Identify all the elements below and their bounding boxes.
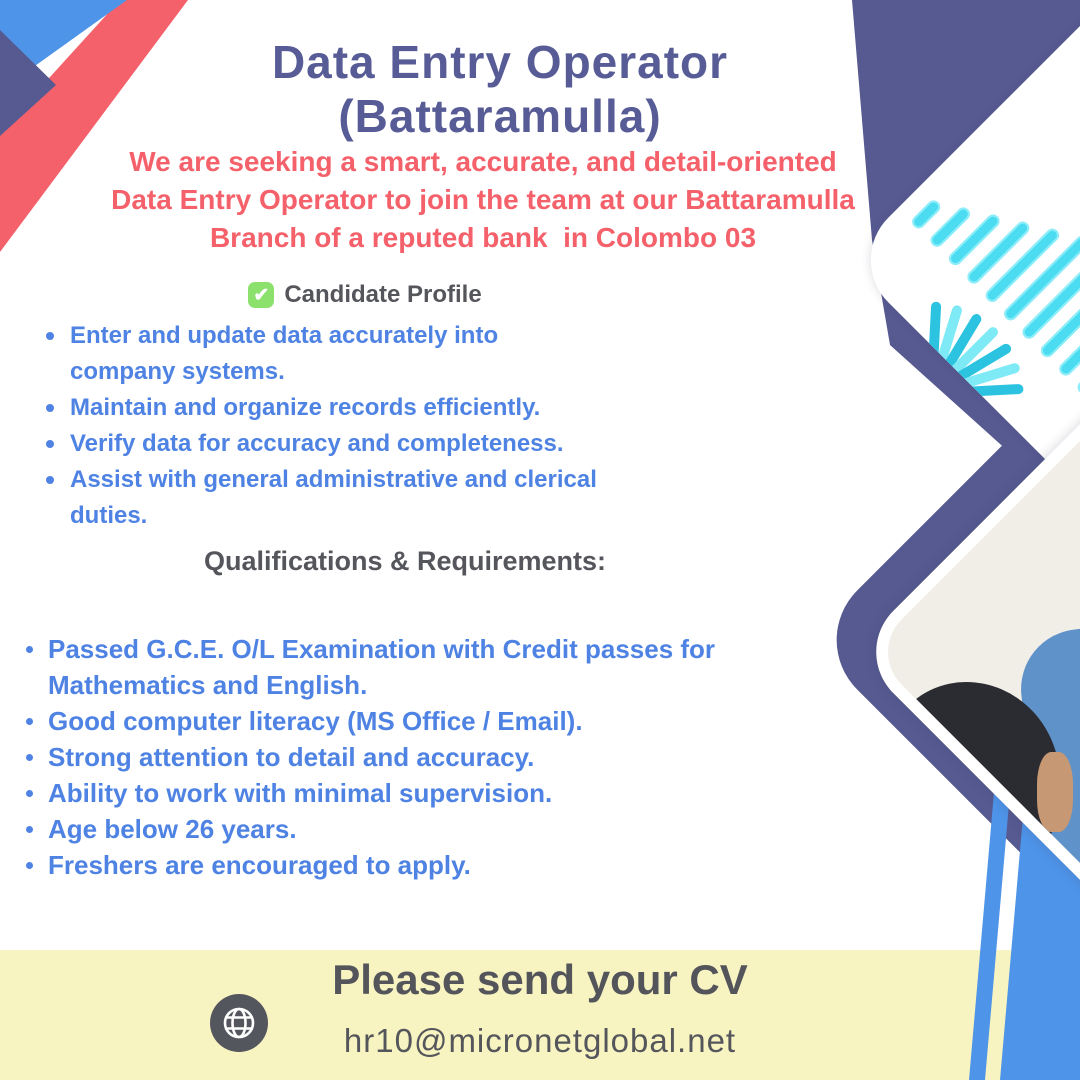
contact-email: hr10@micronetglobal.net (343, 1022, 737, 1059)
page-title (0, 35, 1000, 143)
list-item-text: Ability to work with minimal supervision. (48, 778, 553, 808)
list-item-text: Verify data for accuracy and completeness. (70, 430, 564, 457)
list-item-text: Mathematics and English. (48, 670, 368, 700)
bullet-dot (26, 646, 33, 653)
candidate-profile-heading (0, 281, 730, 309)
list-item (24, 847, 844, 883)
intro-line: Data Entry Operator to join the team at our Battaramulla (111, 184, 855, 215)
bullet-dot (26, 826, 33, 833)
bullet-dot (46, 476, 54, 484)
list-item-text: Passed G.C.E. O/L Examination with Credit passes for (48, 634, 716, 664)
bullet-dot (46, 332, 54, 340)
bullet-dot (46, 440, 54, 448)
title-line-1: Data Entry Operator (271, 35, 729, 88)
list-item (24, 811, 844, 847)
list-item (44, 390, 744, 426)
intro-line: We are seeking a smart, accurate, and detail-oriented (129, 146, 837, 177)
candidate-profile-heading-label: Candidate Profile (284, 281, 482, 308)
list-item (24, 703, 844, 739)
list-item (24, 775, 844, 811)
checkmark-icon: ✔ (248, 282, 274, 308)
list-item (44, 318, 744, 390)
bullet-dot (46, 404, 54, 412)
list-item-text: Freshers are encouraged to apply. (48, 850, 471, 880)
list-item-text: Strong attention to detail and accuracy. (48, 742, 535, 772)
list-item (24, 631, 844, 703)
cta-text: Please send your CV (332, 956, 748, 1003)
list-item-text: Assist with general administrative and clerical (70, 466, 597, 493)
title-line-2: (Battaramulla) (338, 89, 662, 142)
bullet-dot (26, 790, 33, 797)
intro-line: Branch of a reputed bank in Colombo 03 (209, 222, 757, 253)
list-item-text: Good computer literacy (MS Office / Email). (48, 706, 583, 736)
list-item (24, 739, 844, 775)
bullet-dot (26, 862, 33, 869)
list-item (44, 426, 744, 462)
list-item-text: Maintain and organize records efficiently. (70, 394, 541, 421)
qualifications-heading: Qualifications & Requirements: (203, 546, 607, 576)
bullet-dot (26, 718, 33, 725)
candidate-profile-list (44, 318, 744, 534)
bullet-dot (26, 754, 33, 761)
list-item-text: company systems. (70, 358, 285, 385)
qualifications-list (24, 631, 844, 883)
list-item-text: Age below 26 years. (48, 814, 297, 844)
list-item-text: duties. (70, 502, 148, 529)
list-item (44, 462, 744, 534)
intro-text (57, 143, 909, 257)
list-item-text: Enter and update data accurately into (70, 322, 499, 349)
